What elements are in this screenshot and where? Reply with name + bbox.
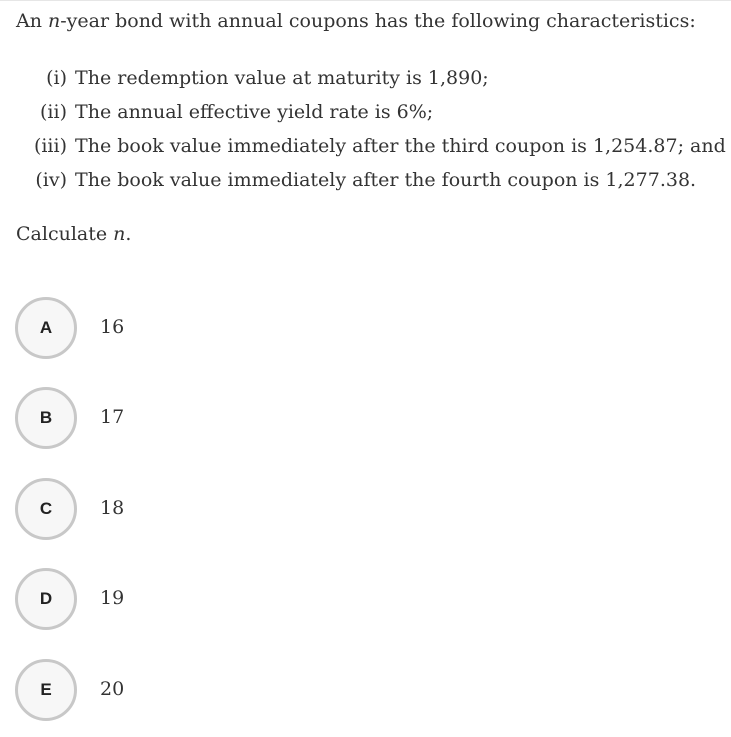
- condition-item: [14, 133, 726, 159]
- prompt-text-start: Calculate: [16, 223, 114, 245]
- choice-letter-badge[interactable]: D: [15, 568, 77, 630]
- choice-value: 17: [100, 406, 125, 428]
- condition-item: [14, 99, 433, 125]
- condition-item: [14, 65, 489, 91]
- question-prompt: [16, 221, 131, 247]
- choice-a[interactable]: [15, 297, 415, 359]
- choice-letter-badge[interactable]: B: [15, 387, 77, 449]
- choice-b[interactable]: [15, 387, 415, 449]
- choice-c[interactable]: [15, 478, 415, 540]
- choice-value: 19: [100, 587, 125, 609]
- choice-d[interactable]: [15, 568, 415, 630]
- prompt-variable: n: [113, 223, 126, 245]
- choice-value: 18: [100, 497, 125, 519]
- prompt-text-end: .: [125, 223, 132, 245]
- condition-text: The book value immediately after the fourth coupon is 1,277.38.: [75, 169, 697, 191]
- condition-number: (iv): [35, 169, 67, 191]
- top-divider: [0, 0, 731, 1]
- question-block: [16, 8, 726, 245]
- intro-text-start: An: [16, 10, 48, 32]
- intro-variable: n: [48, 10, 61, 32]
- condition-number: (i): [46, 67, 67, 89]
- choice-letter-badge[interactable]: E: [15, 659, 77, 721]
- choice-value: 20: [100, 678, 125, 700]
- condition-text: The book value immediately after the third coupon is 1,254.87; and: [75, 135, 726, 157]
- intro-text-end: -year bond with annual coupons has the following characteristics:: [60, 10, 696, 32]
- choice-value: 16: [100, 316, 125, 338]
- condition-item: [14, 167, 696, 193]
- condition-number: (iii): [33, 135, 67, 157]
- condition-text: The annual effective yield rate is 6%;: [75, 101, 434, 123]
- choice-e[interactable]: [15, 659, 415, 721]
- choice-letter-badge[interactable]: A: [15, 297, 77, 359]
- condition-number: (ii): [40, 101, 67, 123]
- question-intro: [16, 8, 716, 34]
- choice-letter-badge[interactable]: C: [15, 478, 77, 540]
- condition-text: The redemption value at maturity is 1,890;: [75, 67, 489, 89]
